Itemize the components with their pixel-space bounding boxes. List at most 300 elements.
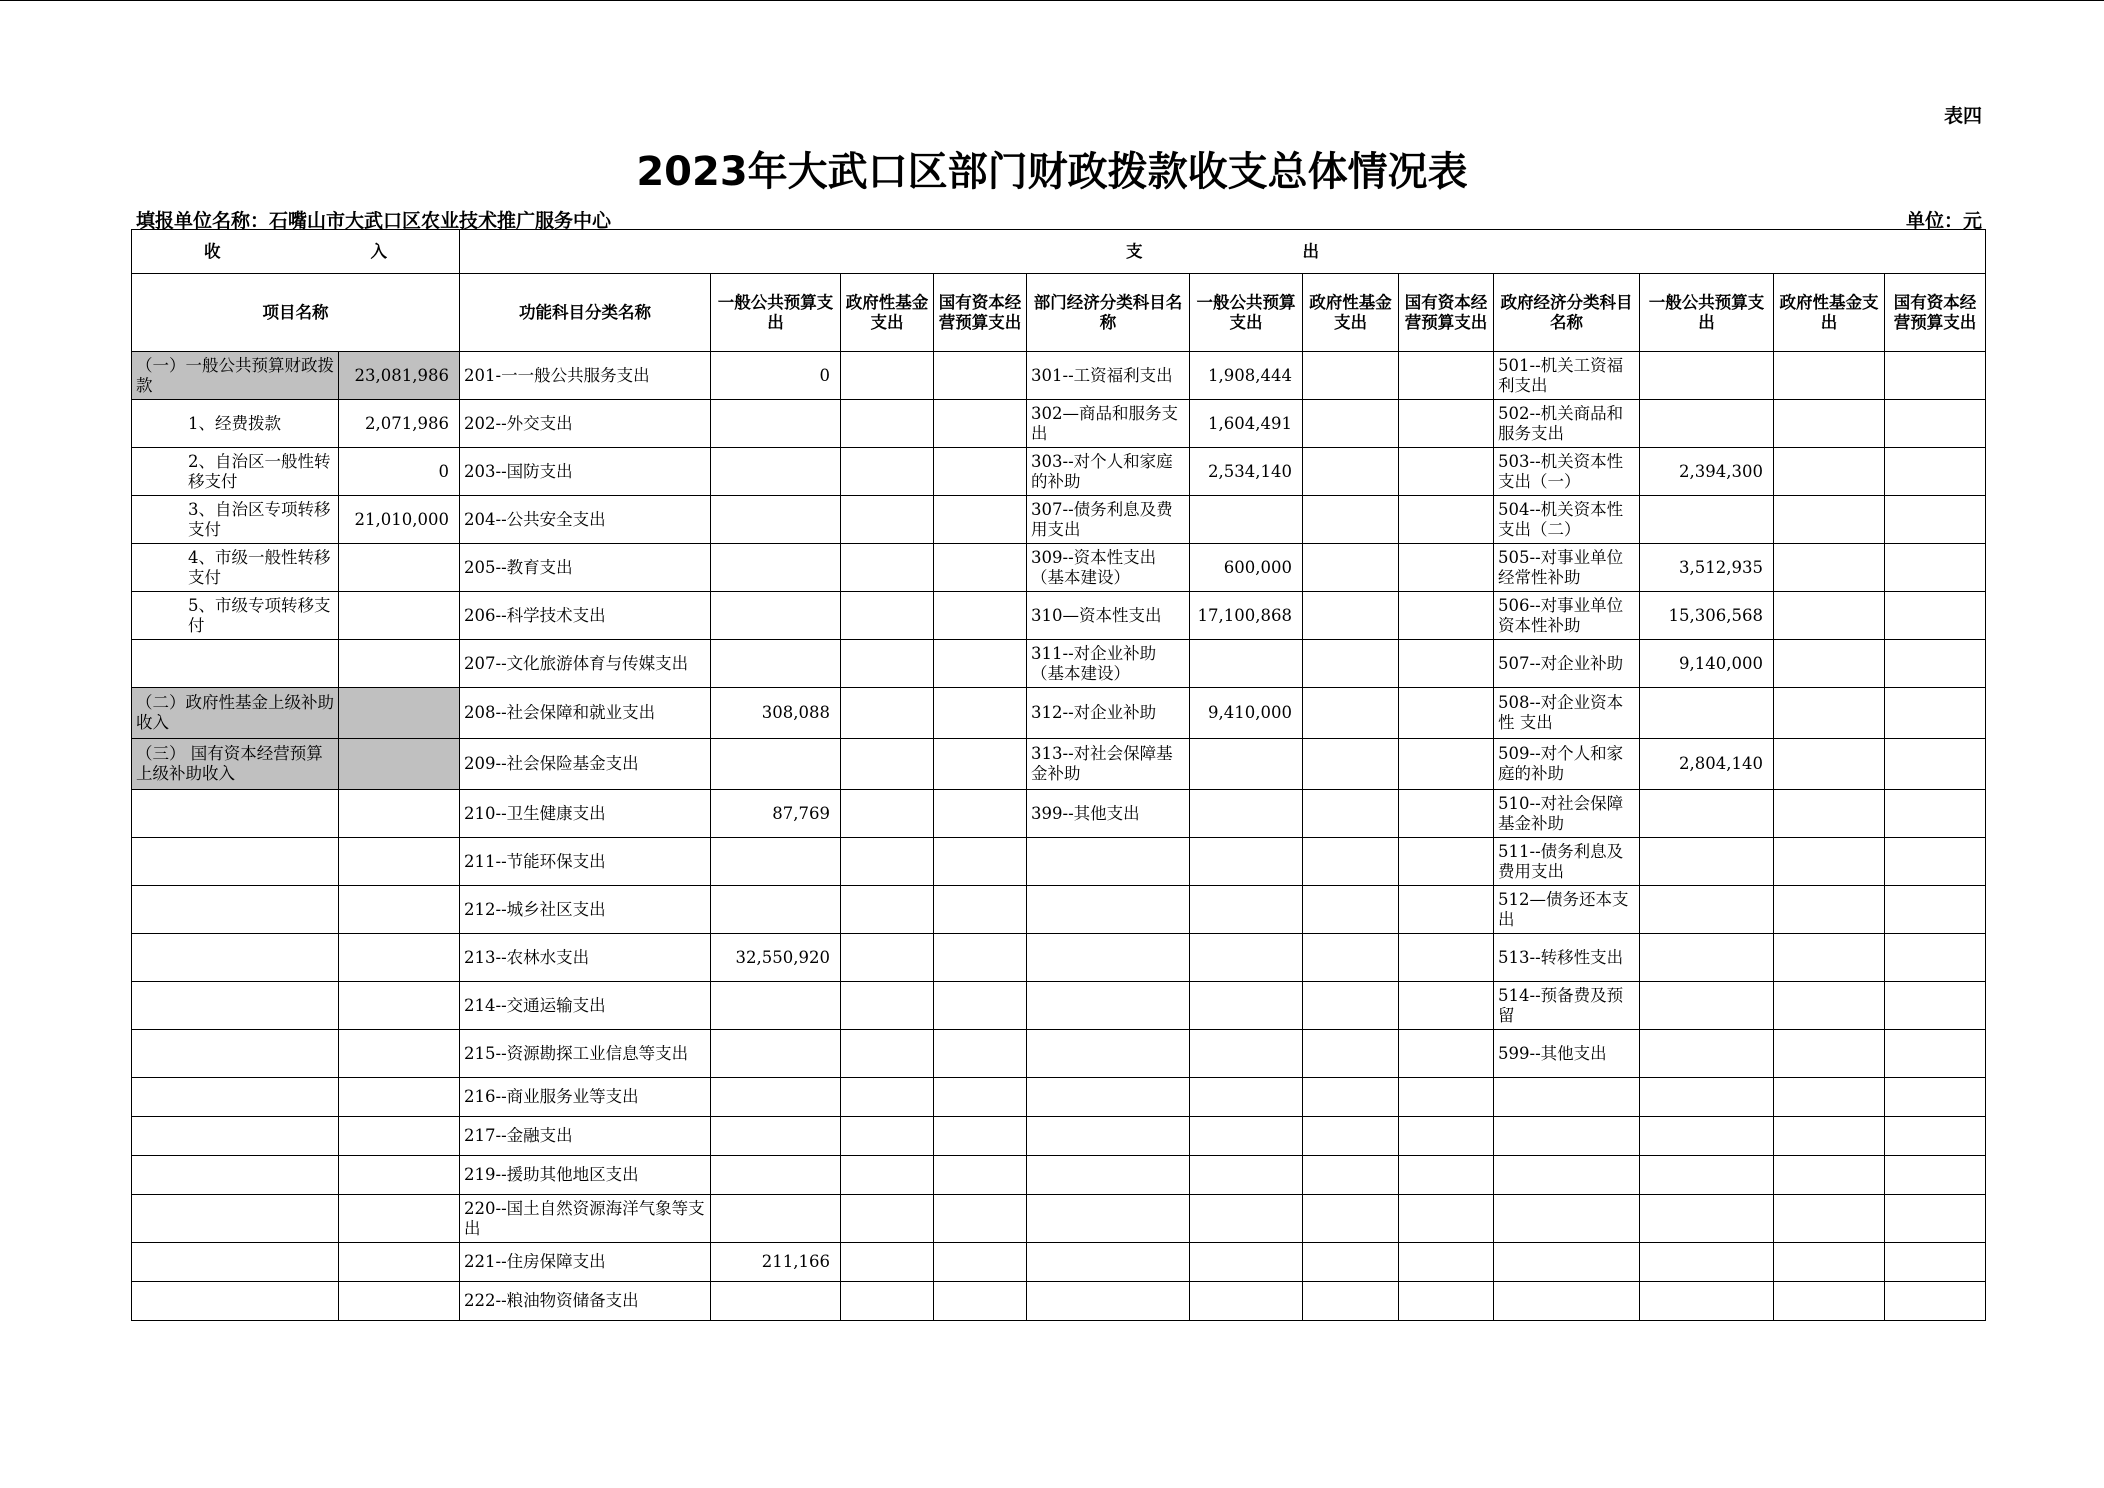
table-row — [132, 496, 1986, 544]
top-rule — [0, 0, 2104, 1]
table-row — [132, 790, 1986, 838]
income-item-cell — [132, 1078, 339, 1117]
dept-gen-budget-cell — [1190, 640, 1303, 688]
dept-state-cap-cell — [1399, 739, 1494, 790]
income-amount-cell — [339, 982, 460, 1030]
header-row-columns — [132, 274, 1986, 352]
gov-gen-budget-cell — [1640, 886, 1774, 934]
income-amount-cell — [339, 739, 460, 790]
table-row — [132, 1030, 1986, 1078]
table-row — [132, 739, 1986, 790]
expense-header-left: 支 — [1126, 241, 1143, 261]
gov-econ-subject-cell — [1494, 1282, 1640, 1321]
dept-gen-budget-cell: 600,000 — [1190, 544, 1303, 592]
func-gen-budget-cell — [711, 592, 841, 640]
gov-gov-fund-cell — [1774, 886, 1885, 934]
func-gov-fund-cell — [841, 1156, 934, 1195]
func-state-cap-cell — [934, 496, 1027, 544]
func-gov-fund-cell — [841, 982, 934, 1030]
func-state-cap-cell — [934, 352, 1027, 400]
dept-state-cap-cell — [1399, 352, 1494, 400]
income-item-cell: 5、市级专项转移支付 — [132, 592, 339, 640]
gov-gov-fund-cell — [1774, 838, 1885, 886]
table-row — [132, 352, 1986, 400]
gov-gen-budget-cell — [1640, 1117, 1774, 1156]
gov-econ-subject-cell — [1494, 1078, 1640, 1117]
dept-gen-budget-cell — [1190, 496, 1303, 544]
dept-gov-fund-cell — [1303, 1243, 1399, 1282]
func-gen-budget-cell — [711, 886, 841, 934]
gov-state-cap-cell — [1885, 739, 1986, 790]
expense-section-header — [460, 230, 1986, 274]
func-subject-cell: 201-一一般公共服务支出 — [460, 352, 711, 400]
gov-gov-fund-cell — [1774, 934, 1885, 982]
dept-gov-fund-cell — [1303, 1078, 1399, 1117]
dept-econ-subject-cell — [1027, 1282, 1190, 1321]
income-amount-cell — [339, 1078, 460, 1117]
income-header-right: 入 — [370, 241, 387, 261]
dept-state-cap-cell — [1399, 1282, 1494, 1321]
func-gen-budget-cell — [711, 1117, 841, 1156]
income-section-header — [132, 230, 460, 274]
income-item-cell: （三） 国有资本经营预算上级补助收入 — [132, 739, 339, 790]
dept-state-cap-cell — [1399, 1156, 1494, 1195]
income-amount-cell: 23,081,986 — [339, 352, 460, 400]
income-amount-cell — [339, 1156, 460, 1195]
dept-gov-fund-cell — [1303, 739, 1399, 790]
dept-gov-fund-cell — [1303, 640, 1399, 688]
dept-gen-budget-cell — [1190, 1243, 1303, 1282]
func-state-cap-cell — [934, 1195, 1027, 1243]
dept-gen-budget-cell — [1190, 886, 1303, 934]
dept-gov-fund-cell — [1303, 400, 1399, 448]
income-item-cell — [132, 1195, 339, 1243]
func-gen-budget-cell — [711, 1078, 841, 1117]
func-subject-cell: 205--教育支出 — [460, 544, 711, 592]
dept-gov-fund-cell — [1303, 1030, 1399, 1078]
gov-state-cap-cell — [1885, 496, 1986, 544]
dept-state-cap-cell — [1399, 592, 1494, 640]
dept-state-cap-cell — [1399, 640, 1494, 688]
func-subject-cell: 210--卫生健康支出 — [460, 790, 711, 838]
dept-econ-subject-cell — [1027, 1078, 1190, 1117]
dept-gen-budget-cell — [1190, 790, 1303, 838]
dept-gen-budget-cell — [1190, 739, 1303, 790]
gov-econ-subject-cell — [1494, 1117, 1640, 1156]
income-item-cell: 4、市级一般性转移支付 — [132, 544, 339, 592]
dept-econ-subject-cell — [1027, 934, 1190, 982]
func-gen-budget-cell — [711, 1282, 841, 1321]
gov-gov-fund-cell — [1774, 496, 1885, 544]
gov-econ-subject-cell: 502--机关商品和服务支出 — [1494, 400, 1640, 448]
func-state-cap-cell — [934, 1156, 1027, 1195]
table-row — [132, 1078, 1986, 1117]
col-state-cap-3: 国有资本经营预算支出 — [1885, 274, 1986, 352]
gov-gov-fund-cell — [1774, 982, 1885, 1030]
dept-econ-subject-cell — [1027, 1243, 1190, 1282]
dept-gov-fund-cell — [1303, 1156, 1399, 1195]
gov-gen-budget-cell — [1640, 352, 1774, 400]
func-gov-fund-cell — [841, 739, 934, 790]
income-amount-cell — [339, 790, 460, 838]
income-item-cell — [132, 886, 339, 934]
func-state-cap-cell — [934, 838, 1027, 886]
dept-gen-budget-cell — [1190, 1282, 1303, 1321]
dept-econ-subject-cell: 312--对企业补助 — [1027, 688, 1190, 739]
func-state-cap-cell — [934, 400, 1027, 448]
func-state-cap-cell — [934, 1243, 1027, 1282]
income-item-cell: （一）一般公共预算财政拨款 — [132, 352, 339, 400]
func-subject-cell: 213--农林水支出 — [460, 934, 711, 982]
func-subject-cell: 222--粮油物资储备支出 — [460, 1282, 711, 1321]
table-row — [132, 448, 1986, 496]
func-state-cap-cell — [934, 544, 1027, 592]
func-subject-cell: 212--城乡社区支出 — [460, 886, 711, 934]
func-state-cap-cell — [934, 592, 1027, 640]
func-subject-cell: 206--科学技术支出 — [460, 592, 711, 640]
gov-state-cap-cell — [1885, 1156, 1986, 1195]
dept-gen-budget-cell — [1190, 934, 1303, 982]
dept-gov-fund-cell — [1303, 790, 1399, 838]
income-item-cell — [132, 1117, 339, 1156]
func-subject-cell: 215--资源勘探工业信息等支出 — [460, 1030, 711, 1078]
gov-econ-subject-cell: 514--预备费及预留 — [1494, 982, 1640, 1030]
dept-gen-budget-cell: 1,604,491 — [1190, 400, 1303, 448]
gov-state-cap-cell — [1885, 790, 1986, 838]
gov-state-cap-cell — [1885, 448, 1986, 496]
col-gen-budget-3: 一般公共预算支出 — [1640, 274, 1774, 352]
gov-econ-subject-cell: 505--对事业单位经常性补助 — [1494, 544, 1640, 592]
gov-econ-subject-cell: 513--转移性支出 — [1494, 934, 1640, 982]
gov-state-cap-cell — [1885, 352, 1986, 400]
income-amount-cell — [339, 1282, 460, 1321]
dept-state-cap-cell — [1399, 934, 1494, 982]
dept-econ-subject-cell — [1027, 982, 1190, 1030]
gov-state-cap-cell — [1885, 1243, 1986, 1282]
dept-econ-subject-cell: 310—资本性支出 — [1027, 592, 1190, 640]
func-subject-cell: 204--公共安全支出 — [460, 496, 711, 544]
func-gen-budget-cell — [711, 496, 841, 544]
func-gen-budget-cell — [711, 544, 841, 592]
income-amount-cell — [339, 544, 460, 592]
func-gen-budget-cell: 211,166 — [711, 1243, 841, 1282]
gov-state-cap-cell — [1885, 400, 1986, 448]
dept-gov-fund-cell — [1303, 982, 1399, 1030]
func-gov-fund-cell — [841, 1243, 934, 1282]
dept-econ-subject-cell — [1027, 1156, 1190, 1195]
func-gov-fund-cell — [841, 1030, 934, 1078]
gov-gen-budget-cell — [1640, 982, 1774, 1030]
gov-econ-subject-cell: 511--债务利息及费用支出 — [1494, 838, 1640, 886]
dept-econ-subject-cell — [1027, 1117, 1190, 1156]
gov-gen-budget-cell — [1640, 1282, 1774, 1321]
dept-state-cap-cell — [1399, 1030, 1494, 1078]
gov-gov-fund-cell — [1774, 592, 1885, 640]
gov-state-cap-cell — [1885, 544, 1986, 592]
gov-econ-subject-cell: 599--其他支出 — [1494, 1030, 1640, 1078]
func-gov-fund-cell — [841, 640, 934, 688]
gov-gov-fund-cell — [1774, 790, 1885, 838]
dept-econ-subject-cell: 307--债务利息及费用支出 — [1027, 496, 1190, 544]
col-gov-fund-1: 政府性基金支出 — [841, 274, 934, 352]
dept-econ-subject-cell — [1027, 886, 1190, 934]
fill-unit-label: 填报单位名称： — [136, 210, 270, 232]
func-gov-fund-cell — [841, 352, 934, 400]
func-state-cap-cell — [934, 640, 1027, 688]
gov-gen-budget-cell — [1640, 838, 1774, 886]
dept-gov-fund-cell — [1303, 592, 1399, 640]
table-row — [132, 640, 1986, 688]
func-gov-fund-cell — [841, 448, 934, 496]
func-state-cap-cell — [934, 688, 1027, 739]
func-gen-budget-cell — [711, 1195, 841, 1243]
gov-state-cap-cell — [1885, 886, 1986, 934]
table-row — [132, 1195, 1986, 1243]
func-gen-budget-cell: 308,088 — [711, 688, 841, 739]
gov-econ-subject-cell: 504--机关资本性支出（二） — [1494, 496, 1640, 544]
gov-gov-fund-cell — [1774, 1030, 1885, 1078]
col-item-name: 项目名称 — [132, 274, 460, 352]
func-subject-cell: 208--社会保障和就业支出 — [460, 688, 711, 739]
gov-gov-fund-cell — [1774, 448, 1885, 496]
gov-gen-budget-cell: 15,306,568 — [1640, 592, 1774, 640]
table-row — [132, 934, 1986, 982]
income-item-cell — [132, 640, 339, 688]
gov-gen-budget-cell — [1640, 496, 1774, 544]
func-gov-fund-cell — [841, 496, 934, 544]
dept-state-cap-cell — [1399, 1243, 1494, 1282]
func-subject-cell: 202--外交支出 — [460, 400, 711, 448]
gov-gov-fund-cell — [1774, 1156, 1885, 1195]
gov-gov-fund-cell — [1774, 739, 1885, 790]
dept-econ-subject-cell — [1027, 838, 1190, 886]
col-gov-fund-3: 政府性基金支出 — [1774, 274, 1885, 352]
income-item-cell — [132, 1243, 339, 1282]
gov-econ-subject-cell: 508--对企业资本性 支出 — [1494, 688, 1640, 739]
func-gov-fund-cell — [841, 838, 934, 886]
gov-gov-fund-cell — [1774, 352, 1885, 400]
income-header-left: 收 — [204, 241, 221, 261]
dept-state-cap-cell — [1399, 790, 1494, 838]
income-amount-cell — [339, 886, 460, 934]
dept-state-cap-cell — [1399, 448, 1494, 496]
gov-gov-fund-cell — [1774, 1078, 1885, 1117]
dept-state-cap-cell — [1399, 982, 1494, 1030]
dept-econ-subject-cell — [1027, 1195, 1190, 1243]
table-row — [132, 1156, 1986, 1195]
dept-state-cap-cell — [1399, 688, 1494, 739]
income-amount-cell — [339, 1195, 460, 1243]
func-gen-budget-cell — [711, 400, 841, 448]
gov-state-cap-cell — [1885, 1030, 1986, 1078]
func-subject-cell: 211--节能环保支出 — [460, 838, 711, 886]
gov-gov-fund-cell — [1774, 1195, 1885, 1243]
finance-table — [131, 229, 1986, 1321]
func-state-cap-cell — [934, 790, 1027, 838]
func-gen-budget-cell — [711, 1156, 841, 1195]
table-row — [132, 592, 1986, 640]
gov-gov-fund-cell — [1774, 688, 1885, 739]
income-amount-cell — [339, 592, 460, 640]
income-item-cell: 2、自治区一般性转移支付 — [132, 448, 339, 496]
dept-gen-budget-cell: 2,534,140 — [1190, 448, 1303, 496]
dept-state-cap-cell — [1399, 1078, 1494, 1117]
income-amount-cell — [339, 688, 460, 739]
income-item-cell: 3、自治区专项转移支付 — [132, 496, 339, 544]
page-title: 2023年大武口区部门财政拨款收支总体情况表 — [636, 149, 1468, 195]
gov-gov-fund-cell — [1774, 1243, 1885, 1282]
income-item-cell — [132, 838, 339, 886]
gov-gov-fund-cell — [1774, 400, 1885, 448]
income-item-cell — [132, 1282, 339, 1321]
dept-state-cap-cell — [1399, 1117, 1494, 1156]
income-item-cell — [132, 790, 339, 838]
col-gen-budget-2: 一般公共预算支出 — [1190, 274, 1303, 352]
func-gov-fund-cell — [841, 934, 934, 982]
income-amount-cell — [339, 934, 460, 982]
dept-state-cap-cell — [1399, 544, 1494, 592]
gov-econ-subject-cell: 509--对个人和家庭的补助 — [1494, 739, 1640, 790]
col-gov-econ: 政府经济分类科目名称 — [1494, 274, 1640, 352]
col-func-name: 功能科目分类名称 — [460, 274, 711, 352]
income-item-cell: 1、经费拨款 — [132, 400, 339, 448]
func-gov-fund-cell — [841, 592, 934, 640]
gov-gen-budget-cell — [1640, 1030, 1774, 1078]
func-gov-fund-cell — [841, 544, 934, 592]
gov-econ-subject-cell: 512—债务还本支出 — [1494, 886, 1640, 934]
dept-gen-budget-cell — [1190, 1195, 1303, 1243]
dept-gov-fund-cell — [1303, 1282, 1399, 1321]
func-subject-cell: 203--国防支出 — [460, 448, 711, 496]
income-amount-cell: 0 — [339, 448, 460, 496]
gov-econ-subject-cell — [1494, 1195, 1640, 1243]
func-state-cap-cell — [934, 1117, 1027, 1156]
func-gov-fund-cell — [841, 886, 934, 934]
dept-gen-budget-cell — [1190, 1156, 1303, 1195]
func-state-cap-cell — [934, 982, 1027, 1030]
dept-gen-budget-cell — [1190, 982, 1303, 1030]
income-item-cell — [132, 1030, 339, 1078]
gov-econ-subject-cell: 510--对社会保障基金补助 — [1494, 790, 1640, 838]
gov-gov-fund-cell — [1774, 544, 1885, 592]
gov-gov-fund-cell — [1774, 1282, 1885, 1321]
dept-state-cap-cell — [1399, 400, 1494, 448]
col-dept-econ: 部门经济分类科目名称 — [1027, 274, 1190, 352]
func-state-cap-cell — [934, 1282, 1027, 1321]
fill-unit-name: 石嘴山市大武口区农业技术推广服务中心 — [269, 210, 612, 232]
dept-econ-subject-cell: 301--工资福利支出 — [1027, 352, 1190, 400]
income-item-cell — [132, 982, 339, 1030]
income-amount-cell: 2,071,986 — [339, 400, 460, 448]
income-amount-cell — [339, 838, 460, 886]
table-row — [132, 1117, 1986, 1156]
gov-econ-subject-cell — [1494, 1156, 1640, 1195]
dept-gen-budget-cell: 17,100,868 — [1190, 592, 1303, 640]
gov-gen-budget-cell — [1640, 400, 1774, 448]
dept-state-cap-cell — [1399, 496, 1494, 544]
gov-state-cap-cell — [1885, 1282, 1986, 1321]
dept-gen-budget-cell: 1,908,444 — [1190, 352, 1303, 400]
func-subject-cell: 220--国土自然资源海洋气象等支出 — [460, 1195, 711, 1243]
gov-gen-budget-cell: 3,512,935 — [1640, 544, 1774, 592]
func-subject-cell: 217--金融支出 — [460, 1117, 711, 1156]
income-amount-cell: 21,010,000 — [339, 496, 460, 544]
dept-econ-subject-cell: 311--对企业补助（基本建设） — [1027, 640, 1190, 688]
dept-gen-budget-cell — [1190, 838, 1303, 886]
dept-state-cap-cell — [1399, 1195, 1494, 1243]
gov-econ-subject-cell: 503--机关资本性支出（一） — [1494, 448, 1640, 496]
func-subject-cell: 209--社会保险基金支出 — [460, 739, 711, 790]
gov-gov-fund-cell — [1774, 1117, 1885, 1156]
func-subject-cell: 216--商业服务业等支出 — [460, 1078, 711, 1117]
func-gov-fund-cell — [841, 1282, 934, 1321]
gov-econ-subject-cell — [1494, 1243, 1640, 1282]
func-gen-budget-cell — [711, 640, 841, 688]
dept-econ-subject-cell: 399--其他支出 — [1027, 790, 1190, 838]
gov-gen-budget-cell — [1640, 1078, 1774, 1117]
func-state-cap-cell — [934, 1078, 1027, 1117]
gov-gov-fund-cell — [1774, 640, 1885, 688]
gov-gen-budget-cell: 2,394,300 — [1640, 448, 1774, 496]
dept-gen-budget-cell — [1190, 1117, 1303, 1156]
header-row-section — [132, 230, 1986, 274]
table-row — [132, 1243, 1986, 1282]
dept-econ-subject-cell — [1027, 1030, 1190, 1078]
dept-econ-subject-cell: 302—商品和服务支出 — [1027, 400, 1190, 448]
income-amount-cell — [339, 1117, 460, 1156]
func-state-cap-cell — [934, 739, 1027, 790]
func-gov-fund-cell — [841, 1117, 934, 1156]
dept-gov-fund-cell — [1303, 838, 1399, 886]
func-gen-budget-cell — [711, 982, 841, 1030]
gov-gen-budget-cell — [1640, 688, 1774, 739]
func-gen-budget-cell — [711, 1030, 841, 1078]
func-gov-fund-cell — [841, 688, 934, 739]
gov-state-cap-cell — [1885, 1078, 1986, 1117]
table-row — [132, 544, 1986, 592]
func-state-cap-cell — [934, 1030, 1027, 1078]
currency-unit: 单位：元 — [1905, 210, 1982, 232]
func-gen-budget-cell — [711, 739, 841, 790]
dept-gov-fund-cell — [1303, 1117, 1399, 1156]
gov-gen-budget-cell: 2,804,140 — [1640, 739, 1774, 790]
gov-gen-budget-cell — [1640, 1195, 1774, 1243]
dept-gov-fund-cell — [1303, 544, 1399, 592]
func-gen-budget-cell — [711, 838, 841, 886]
dept-gov-fund-cell — [1303, 688, 1399, 739]
col-gov-fund-2: 政府性基金支出 — [1303, 274, 1399, 352]
income-amount-cell — [339, 1243, 460, 1282]
gov-econ-subject-cell: 506--对事业单位资本性补助 — [1494, 592, 1640, 640]
gov-state-cap-cell — [1885, 688, 1986, 739]
func-gov-fund-cell — [841, 400, 934, 448]
func-subject-cell: 214--交通运输支出 — [460, 982, 711, 1030]
dept-gov-fund-cell — [1303, 886, 1399, 934]
gov-gen-budget-cell — [1640, 1243, 1774, 1282]
gov-state-cap-cell — [1885, 934, 1986, 982]
func-gen-budget-cell: 87,769 — [711, 790, 841, 838]
gov-state-cap-cell — [1885, 838, 1986, 886]
dept-gen-budget-cell — [1190, 1078, 1303, 1117]
func-gov-fund-cell — [841, 1078, 934, 1117]
table-row — [132, 688, 1986, 739]
gov-state-cap-cell — [1885, 1117, 1986, 1156]
income-item-cell — [132, 1156, 339, 1195]
func-gen-budget-cell — [711, 448, 841, 496]
table-number: 表四 — [1943, 105, 1982, 127]
func-state-cap-cell — [934, 448, 1027, 496]
table-row — [132, 838, 1986, 886]
